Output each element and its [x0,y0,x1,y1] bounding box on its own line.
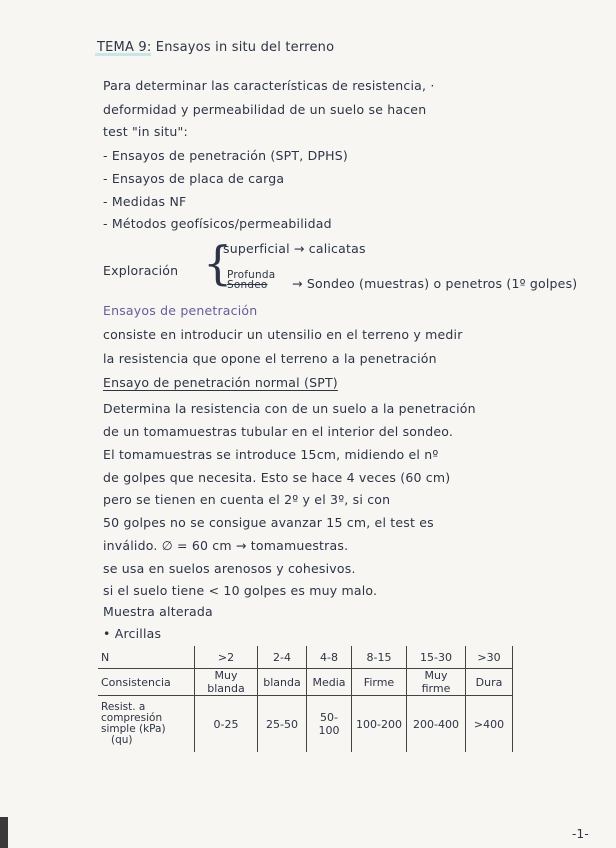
exploracion-label: Exploración [103,263,179,278]
section-heading: Ensayos de penetración [103,303,258,318]
table-row [98,696,513,753]
table-cell: 2-4 [258,646,307,669]
binding-mark [0,817,8,848]
exploracion-profunda-word: Profunda [227,269,276,281]
page-title [97,40,334,55]
table-cell: 15-30 [407,646,466,669]
title-prefix: TEMA 9: [97,40,152,55]
table-cell: >400 [466,696,513,753]
spt-line: de golpes que necesita. Esto se hace 4 veces (60 cm) [103,470,451,485]
table-cell: 0-25 [195,696,258,753]
row-label-line: (qu) [111,734,133,746]
table-cell: Consistencia [98,669,195,696]
spt-line: 50 golpes no se consigue avanzar 15 cm, el test es [103,515,434,530]
table-row [98,646,513,669]
table-cell: >30 [466,646,513,669]
bullet-item: - Ensayos de penetración (SPT, DPHS) [103,148,348,163]
spt-line: si el suelo tiene < 10 golpes es muy malo. [103,583,378,598]
row-label-line: compresión [101,712,163,724]
row-label-line: simple (kPa) [101,723,166,735]
table-cell: Media [307,669,352,696]
table-cell: Dura [466,669,513,696]
title-text: Ensayos in situ del terreno [155,40,335,55]
row-label-line: Resist. a [101,701,146,713]
spt-line: pero se tienen en cuenta el 2º y el 3º, si con [103,492,391,507]
section-line: consiste en introducir un utensilio en el terreno y medir [103,327,463,342]
table-row-label [98,696,195,753]
table-cell: N [98,646,195,669]
intro-line: deformidad y permeabilidad de un suelo se hacen [103,102,427,117]
bullet-item: - Ensayos de placa de carga [103,171,285,186]
intro-line: test "in situ": [103,124,188,139]
spt-line: de un tomamuestras tubular en el interior del sondeo. [103,424,454,439]
table-cell: 200-400 [407,696,466,753]
table-cell: 50-100 [307,696,352,753]
table-cell: blanda [258,669,307,696]
table-cell: 8-15 [352,646,407,669]
table-cell: 25-50 [258,696,307,753]
section-line: la resistencia que opone el terreno a la penetración [103,351,437,366]
exploracion-profunda: → Sondeo (muestras) o penetros (1º golpes) [292,276,578,291]
bullet-item: - Métodos geofísicos/permeabilidad [103,216,332,231]
spt-heading: Ensayo de penetración normal (SPT) [103,375,338,390]
table-cell: >2 [195,646,258,669]
table-cell: Muy blanda [195,669,258,696]
table-cell: Firme [352,669,407,696]
table-cell: Muy firme [407,669,466,696]
spt-line: Muestra alterada [103,604,213,619]
spt-line: • Arcillas [103,626,162,641]
spt-line: El tomamuestras se introduce 15cm, midiendo el nº [103,447,439,462]
consistency-table [98,646,513,752]
spt-line: Determina la resistencia con de un suelo a la penetración [103,401,476,416]
intro-line: Para determinar las características de resistencia, · [103,78,435,93]
bullet-item: - Medidas NF [103,194,187,209]
table-cell: 100-200 [352,696,407,753]
curly-brace: { [203,236,233,290]
spt-line: se usa en suelos arenosos y cohesivos. [103,561,356,576]
page-number: -1- [572,827,589,841]
table-cell: 4-8 [307,646,352,669]
spt-line: inválido. ∅ = 60 cm → tomamuestras. [103,538,349,553]
table-row [98,669,513,696]
exploracion-struck-word: Sondeo [227,279,268,291]
exploracion-superficial: superficial → calicatas [223,241,366,256]
